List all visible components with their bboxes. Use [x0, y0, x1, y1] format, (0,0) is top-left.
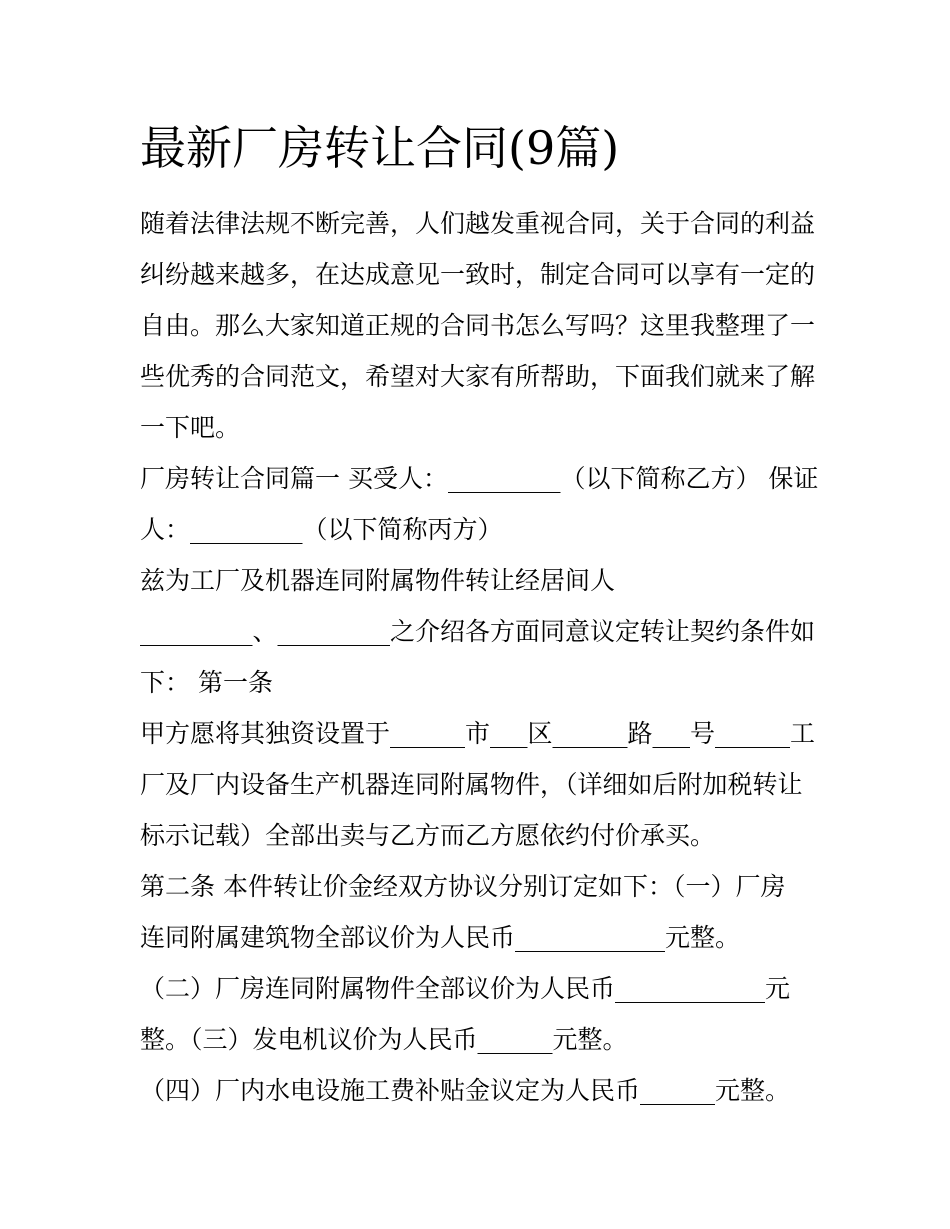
text-line: （二）厂房连同附属物件全部议价为人民币____________元 — [140, 974, 791, 1003]
text-line: 连同附属建筑物全部议价为人民币____________元整。 — [140, 923, 741, 952]
text-line: 厂房转让合同篇一 买受人：_________（以下简称乙方） 保证 — [140, 464, 819, 493]
text-line: 标示记载）全部出卖与乙方而乙方愿依约付价承买。 — [140, 821, 716, 850]
price-item-four-paragraph — [140, 1065, 820, 1116]
text-line: _________、_________之介绍各方面同意议定转让契约条件如 — [140, 617, 816, 646]
document-title: 最新厂房转让合同(9篇) — [140, 121, 620, 175]
text-line: 下： 第一条 — [140, 668, 273, 697]
agreement-paragraph — [140, 555, 820, 708]
document-body — [140, 198, 820, 1116]
text-line: 兹为工厂及机器连同附属物件转让经居间人 — [140, 566, 616, 595]
text-line: 人：_________（以下简称丙方） — [140, 515, 503, 544]
article-two-paragraph — [140, 861, 820, 963]
price-item-two-paragraph — [140, 963, 820, 1065]
contract-parties-paragraph — [140, 453, 820, 555]
text-line: 自由。那么大家知道正规的合同书怎么写吗？这里我整理了一 — [140, 311, 816, 340]
article-one-paragraph — [140, 708, 820, 861]
text-line: 些优秀的合同范文，希望对大家有所帮助，下面我们就来了解 — [140, 362, 816, 391]
text-line: 厂及厂内设备生产机器连同附属物件，（详细如后附加税转让 — [140, 770, 803, 799]
intro-paragraph — [140, 198, 820, 453]
text-line: 随着法律法规不断完善，人们越发重视合同，关于合同的利益 — [140, 209, 816, 238]
text-line: 甲方愿将其独资设置于______市___区______路___号______工 — [140, 719, 816, 748]
text-line: 纠纷越来越多，在达成意见一致时，制定合同可以享有一定的 — [140, 260, 816, 289]
text-line: 整。（三）发电机议价为人民币______元整。 — [140, 1025, 628, 1054]
text-line: 一下吧。 — [140, 413, 241, 442]
text-line: 第二条 本件转让价金经双方协议分别订定如下：（一）厂房 — [140, 872, 786, 901]
text-line: （四）厂内水电设施工费补贴金议定为人民币______元整。 — [140, 1076, 791, 1105]
